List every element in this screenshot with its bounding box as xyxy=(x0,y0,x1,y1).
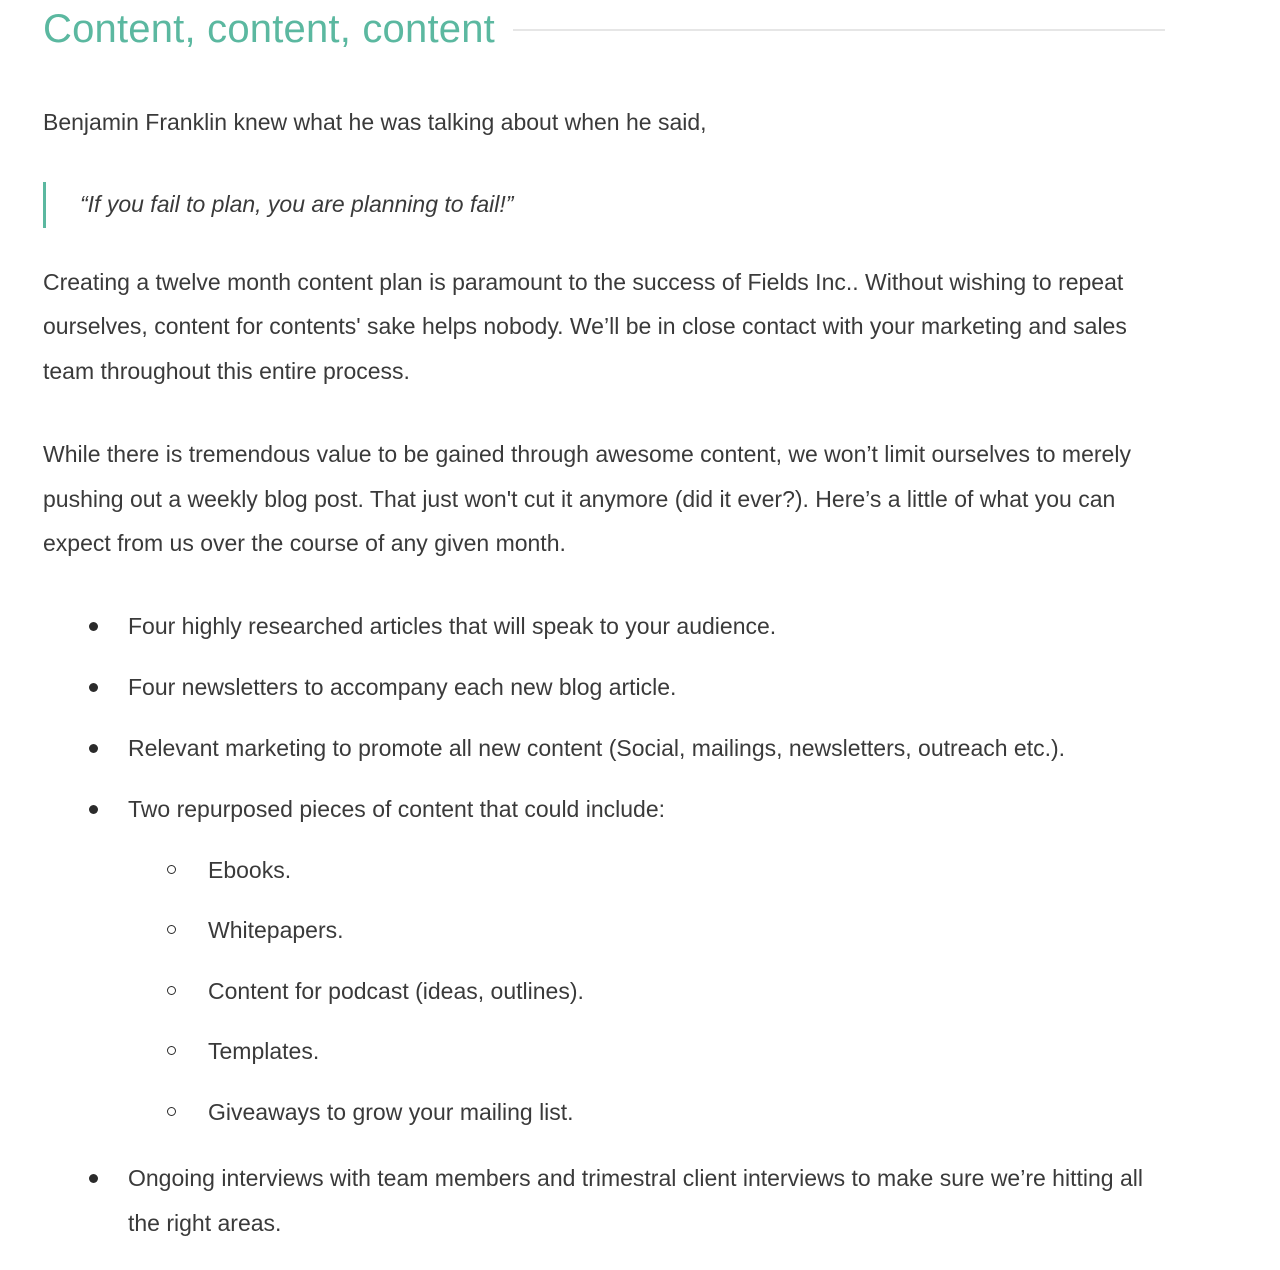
list-item xyxy=(43,604,1165,649)
sublist-item xyxy=(128,969,1165,1014)
sublist-item-text: Giveaways to grow your mailing list. xyxy=(208,1098,574,1125)
sublist-item-text: Whitepapers. xyxy=(208,917,344,943)
content-section xyxy=(43,0,1165,1262)
circle-bullet-icon xyxy=(167,1046,176,1055)
title-divider xyxy=(513,29,1165,31)
sublist-item xyxy=(128,1090,1165,1135)
list-item-text: Four newsletters to accompany each new blog article. xyxy=(128,673,677,700)
sublist-item-text: Content for podcast (ideas, outlines). xyxy=(208,977,584,1004)
sublist-item-text: Templates. xyxy=(208,1038,320,1064)
sublist-item xyxy=(128,1029,1165,1074)
sublist-item xyxy=(128,848,1165,893)
section-header xyxy=(43,0,1165,58)
list-item xyxy=(43,726,1165,771)
list-item xyxy=(43,665,1165,710)
sublist-item xyxy=(128,908,1165,953)
list-item-text: Relevant marketing to promote all new content (Social, mailings, newsletters, outreach etc.). xyxy=(128,734,1066,761)
intro-text: Benjamin Franklin knew what he was talking about when he said, xyxy=(43,109,707,135)
bullet-icon xyxy=(89,683,98,692)
bullet-icon xyxy=(89,744,98,753)
paragraph-value: While there is tremendous value to be gained through awesome content, we won’t limit ourselves to merely pushing out a weekly blog post. That just won't cut it anymore (did it ever?). Here’s a little of what you can expect from us over the course of any given month. xyxy=(43,441,1131,556)
list-item-text: Ongoing interviews with team members and trimestral client interviews to make sure we’re hitting all the right areas. xyxy=(128,1165,1143,1236)
sublist-item-text: Ebooks. xyxy=(208,856,292,883)
list-item-text: Two repurposed pieces of content that could include: xyxy=(128,795,666,822)
circle-bullet-icon xyxy=(167,925,176,934)
list-item-text: Four highly researched articles that will speak to your audience. xyxy=(128,612,777,639)
circle-bullet-icon xyxy=(167,1107,176,1116)
list-item xyxy=(43,1156,1165,1245)
circle-bullet-icon xyxy=(167,986,176,995)
repurposed-content-sublist xyxy=(128,848,1165,1135)
section-title: Content, content, content xyxy=(43,7,495,51)
quote-text: “If you fail to plan, you are planning to fail!” xyxy=(80,191,514,217)
list-item xyxy=(43,787,1165,1135)
paragraph-content-plan: Creating a twelve month content plan is paramount to the success of Fields Inc.. Without wishing to repeat ourselves, content for contents' sake helps nobody. We’ll be in close contact with your marketing and sales team throughout this entire process. xyxy=(43,268,1127,384)
bullet-icon xyxy=(89,622,98,631)
blockquote xyxy=(43,182,1165,228)
deliverables-list xyxy=(43,604,1165,1246)
circle-bullet-icon xyxy=(167,865,176,874)
bullet-icon xyxy=(89,1174,98,1183)
bullet-icon xyxy=(89,805,98,814)
